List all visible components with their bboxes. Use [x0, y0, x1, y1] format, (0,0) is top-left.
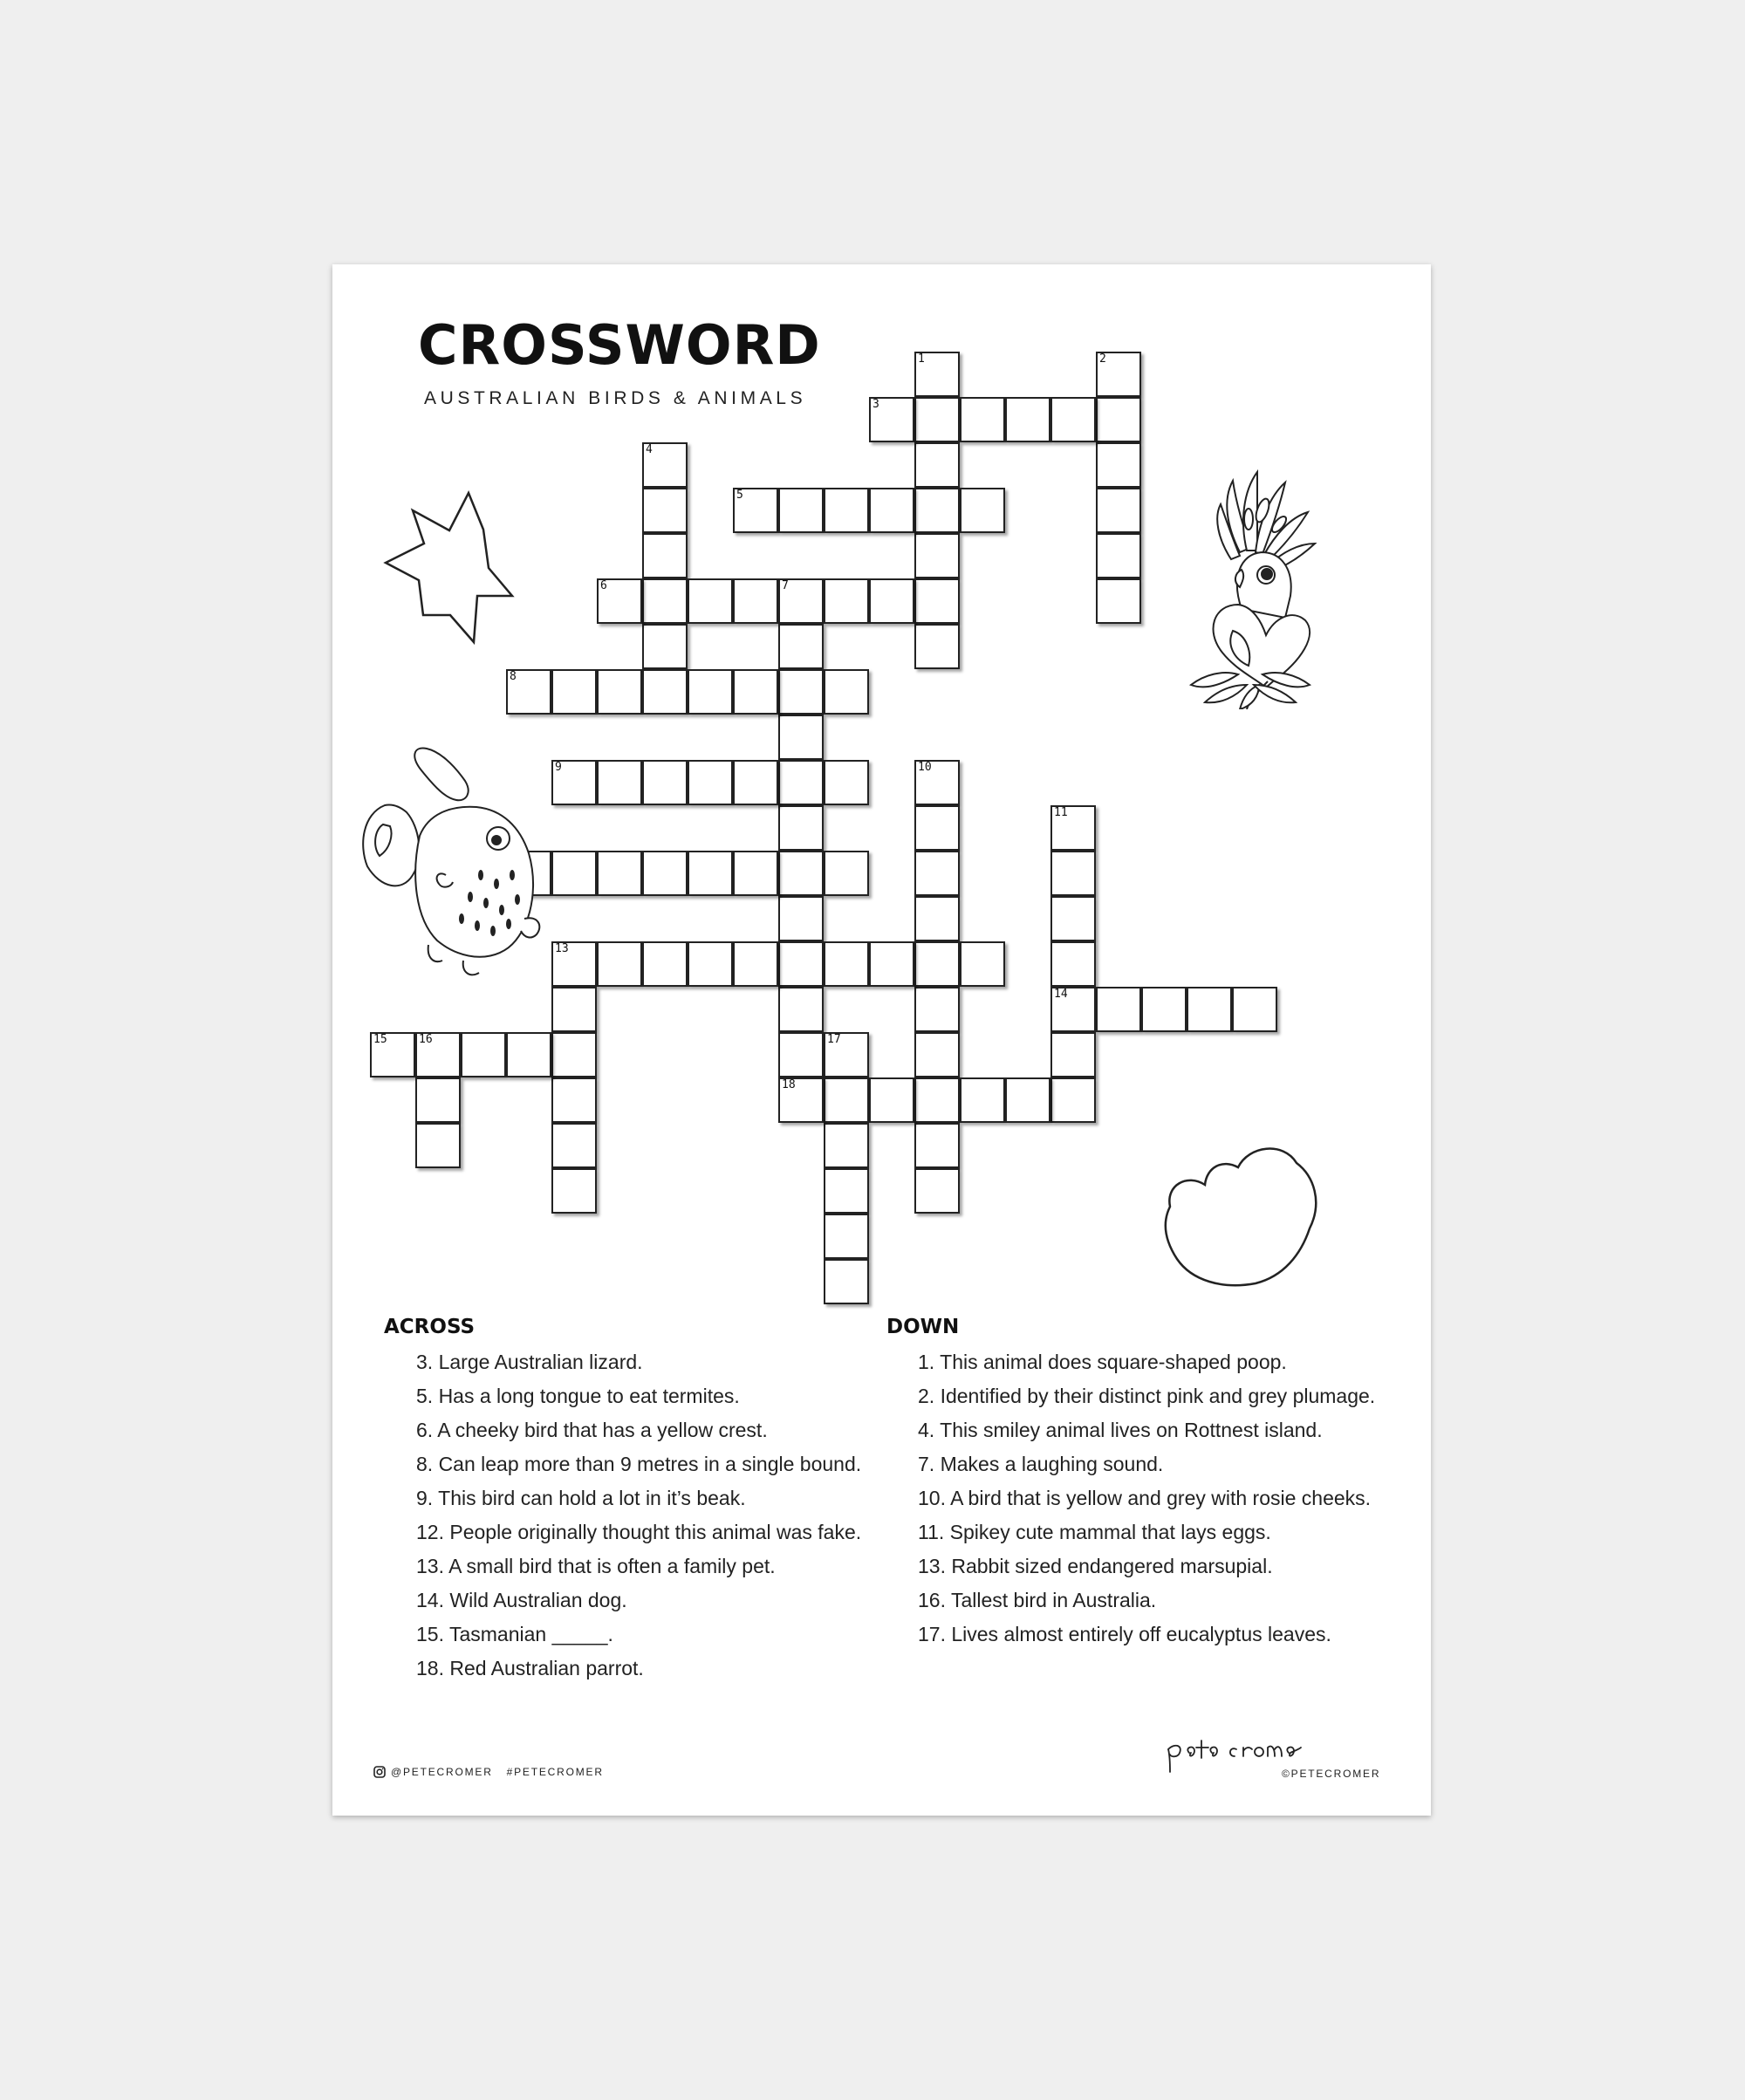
crossword-cell[interactable]: [778, 715, 824, 760]
crossword-cell[interactable]: [415, 1032, 461, 1077]
across-clue: 5. Has a long tongue to eat termites.: [416, 1385, 740, 1407]
crossword-cell[interactable]: [1232, 987, 1277, 1032]
crossword-cell[interactable]: [1096, 987, 1141, 1032]
crossword-cell[interactable]: [778, 578, 824, 624]
crossword-cell[interactable]: [824, 1168, 869, 1214]
crossword-cell[interactable]: [824, 669, 869, 715]
down-clue: 2. Identified by their distinct pink and grey plumage.: [918, 1385, 1376, 1407]
crossword-cell[interactable]: [914, 760, 960, 805]
crossword-cell[interactable]: [914, 805, 960, 851]
crossword-cell[interactable]: [914, 578, 960, 624]
crossword-cell[interactable]: [914, 941, 960, 987]
crossword-cell[interactable]: [869, 941, 914, 987]
crossword-cell[interactable]: [642, 533, 688, 578]
crossword-cell[interactable]: [960, 1077, 1005, 1123]
crossword-cell[interactable]: [824, 1077, 869, 1123]
clue-number: 9: [555, 761, 562, 774]
crossword-cell[interactable]: [824, 1123, 869, 1168]
star-shape: [380, 482, 516, 666]
cockatoo-illustration: [1179, 456, 1327, 709]
crossword-cell[interactable]: [551, 1032, 597, 1077]
crossword-cell[interactable]: [778, 1077, 824, 1123]
crossword-cell[interactable]: [914, 1032, 960, 1077]
across-clue: 15. Tasmanian _____.: [416, 1623, 613, 1645]
down-clue: 16. Tallest bird in Australia.: [918, 1589, 1157, 1611]
clue-number: 18: [782, 1078, 796, 1091]
clue-number: 5: [736, 489, 743, 502]
clue-number: 10: [918, 761, 932, 774]
crossword-cell[interactable]: [1096, 352, 1141, 397]
across-clue: 3. Large Australian lizard.: [416, 1351, 643, 1373]
crossword-cell[interactable]: [597, 851, 642, 896]
crossword-cell[interactable]: [551, 941, 597, 987]
crossword-cell[interactable]: [642, 851, 688, 896]
crossword-cell[interactable]: [461, 1032, 506, 1077]
crossword-cell[interactable]: [914, 352, 960, 397]
crossword-cell[interactable]: [914, 442, 960, 488]
crossword-cell[interactable]: [1050, 1077, 1096, 1123]
across-clue: 6. A cheeky bird that has a yellow crest.: [416, 1419, 768, 1441]
crossword-cell[interactable]: [733, 760, 778, 805]
crossword-cell[interactable]: [824, 1259, 869, 1304]
crossword-cell[interactable]: [551, 760, 597, 805]
crossword-cell[interactable]: [642, 624, 688, 669]
down-clue: 11. Spikey cute mammal that lays eggs.: [918, 1521, 1271, 1543]
crossword-cell[interactable]: [1005, 397, 1050, 442]
down-clue: 4. This smiley animal lives on Rottnest island.: [918, 1419, 1323, 1441]
crossword-cell[interactable]: [778, 851, 824, 896]
across-clue: 18. Red Australian parrot.: [416, 1657, 644, 1679]
crossword-cell[interactable]: [778, 941, 824, 987]
platypus-illustration: [359, 744, 555, 980]
crossword-cell[interactable]: [506, 669, 551, 715]
crossword-cell[interactable]: [778, 1032, 824, 1077]
crossword-cell[interactable]: [642, 760, 688, 805]
crossword-cell[interactable]: [597, 578, 642, 624]
crossword-cell[interactable]: [642, 488, 688, 533]
across-clue: 12. People originally thought this animal was fake.: [416, 1521, 862, 1543]
crossword-cell[interactable]: [960, 941, 1005, 987]
crossword-cell[interactable]: [869, 578, 914, 624]
clue-number: 8: [510, 670, 517, 683]
crossword-cell[interactable]: [597, 941, 642, 987]
across-clues: [416, 1345, 861, 1686]
crossword-cell[interactable]: [824, 488, 869, 533]
crossword-cell[interactable]: [1096, 533, 1141, 578]
crossword-cell[interactable]: [778, 760, 824, 805]
crossword-cell[interactable]: [642, 578, 688, 624]
footer-hashtag: #PETECROMER: [506, 1766, 604, 1778]
crossword-cell[interactable]: [415, 1123, 461, 1168]
crossword-cell[interactable]: [597, 760, 642, 805]
crossword-cell[interactable]: [824, 941, 869, 987]
page-title: CROSSWORD: [418, 313, 821, 377]
crossword-cell[interactable]: [914, 896, 960, 941]
crossword-cell[interactable]: [914, 987, 960, 1032]
clue-number: 13: [555, 942, 569, 955]
crossword-cell[interactable]: [551, 851, 597, 896]
down-clues: [918, 1345, 1375, 1652]
crossword-cell[interactable]: [370, 1032, 415, 1077]
down-clue: 7. Makes a laughing sound.: [918, 1453, 1164, 1475]
worksheet: [332, 264, 1431, 1816]
crossword-cell[interactable]: [914, 1077, 960, 1123]
crossword-cell[interactable]: [960, 488, 1005, 533]
across-clue: 8. Can leap more than 9 metres in a single bound.: [416, 1453, 862, 1475]
crossword-cell[interactable]: [688, 851, 733, 896]
crossword-cell[interactable]: [778, 987, 824, 1032]
clue-number: 4: [646, 443, 653, 456]
crossword-cell[interactable]: [824, 851, 869, 896]
crossword-cell[interactable]: [688, 941, 733, 987]
crossword-cell[interactable]: [778, 805, 824, 851]
across-clue: 13. A small bird that is often a family pet.: [416, 1555, 776, 1577]
crossword-cell[interactable]: [1050, 851, 1096, 896]
crossword-cell[interactable]: [778, 669, 824, 715]
crossword-cell[interactable]: [914, 397, 960, 442]
crossword-cell[interactable]: [415, 1077, 461, 1123]
across-heading: ACROSS: [384, 1316, 476, 1338]
clue-number: 11: [1054, 806, 1068, 819]
crossword-cell[interactable]: [688, 669, 733, 715]
clue-number: 2: [1099, 352, 1106, 366]
crossword-cell[interactable]: [1187, 987, 1232, 1032]
across-clue: 9. This bird can hold a lot in it’s beak.: [416, 1487, 746, 1509]
crossword-cell[interactable]: [1096, 578, 1141, 624]
crossword-cell[interactable]: [597, 669, 642, 715]
clue-number: 1: [918, 352, 925, 366]
clue-number: 3: [872, 398, 879, 411]
down-heading: DOWN: [886, 1316, 960, 1338]
down-clue: 17. Lives almost entirely off eucalyptus leaves.: [918, 1623, 1331, 1645]
crossword-cell[interactable]: [778, 624, 824, 669]
down-clue: 10. A bird that is yellow and grey with rosie cheeks.: [918, 1487, 1372, 1509]
page-subtitle: AUSTRALIAN BIRDS & ANIMALS: [424, 388, 807, 408]
clue-number: 14: [1054, 988, 1068, 1001]
crossword-cell[interactable]: [1096, 442, 1141, 488]
crossword-cell[interactable]: [1096, 488, 1141, 533]
crossword-cell[interactable]: [869, 397, 914, 442]
crossword-cell[interactable]: [642, 669, 688, 715]
crossword-cell[interactable]: [551, 1123, 597, 1168]
crossword-cell[interactable]: [551, 1077, 597, 1123]
footer-copyright: ©PETECROMER: [1282, 1768, 1381, 1780]
crossword-cell[interactable]: [1050, 397, 1096, 442]
crossword-cell[interactable]: [1050, 987, 1096, 1032]
crossword-cell[interactable]: [778, 488, 824, 533]
crossword-cell[interactable]: [960, 397, 1005, 442]
clue-number: 6: [600, 579, 607, 592]
crossword-cell[interactable]: [733, 578, 778, 624]
crossword-cell[interactable]: [914, 624, 960, 669]
instagram-icon: [373, 1766, 386, 1778]
crossword-cell[interactable]: [914, 851, 960, 896]
footer-handle: @PETECROMER: [391, 1766, 493, 1778]
crossword-cell[interactable]: [551, 669, 597, 715]
crossword-cell[interactable]: [551, 987, 597, 1032]
crossword-cell[interactable]: [1096, 397, 1141, 442]
crossword-cell[interactable]: [824, 578, 869, 624]
clue-number: 17: [827, 1033, 841, 1046]
crossword-cell[interactable]: [869, 488, 914, 533]
crossword-cell[interactable]: [688, 760, 733, 805]
crossword-cell[interactable]: [733, 941, 778, 987]
crossword-cell[interactable]: [551, 1168, 597, 1214]
crossword-cell[interactable]: [914, 488, 960, 533]
crossword-cell[interactable]: [1141, 987, 1187, 1032]
crossword-cell[interactable]: [1050, 805, 1096, 851]
crossword-cell[interactable]: [1050, 941, 1096, 987]
crossword-cell[interactable]: [824, 760, 869, 805]
clue-number: 7: [782, 579, 789, 592]
crossword-cell[interactable]: [506, 1032, 551, 1077]
down-clue: 13. Rabbit sized endangered marsupial.: [918, 1555, 1273, 1577]
down-clue: 1. This animal does square-shaped poop.: [918, 1351, 1287, 1373]
crossword-cell[interactable]: [914, 1168, 960, 1214]
crossword-cell[interactable]: [824, 1032, 869, 1077]
crossword-cell[interactable]: [733, 488, 778, 533]
clue-number: 15: [373, 1033, 387, 1046]
crossword-cell[interactable]: [1050, 1032, 1096, 1077]
across-clue: 14. Wild Australian dog.: [416, 1589, 627, 1611]
crossword-cell[interactable]: [688, 578, 733, 624]
crossword-cell[interactable]: [914, 533, 960, 578]
crossword-cell[interactable]: [733, 851, 778, 896]
crossword-cell[interactable]: [642, 941, 688, 987]
crossword-cell[interactable]: [824, 1214, 869, 1259]
crossword-cell[interactable]: [733, 669, 778, 715]
clue-number: 16: [419, 1033, 433, 1046]
crossword-cell[interactable]: [914, 1123, 960, 1168]
cloud-shape: [1153, 1137, 1336, 1294]
crossword-cell[interactable]: [1005, 1077, 1050, 1123]
crossword-cell[interactable]: [778, 896, 824, 941]
crossword-cell[interactable]: [869, 1077, 914, 1123]
footer-social: [373, 1766, 604, 1778]
crossword-cell[interactable]: [1050, 896, 1096, 941]
crossword-cell[interactable]: [642, 442, 688, 488]
